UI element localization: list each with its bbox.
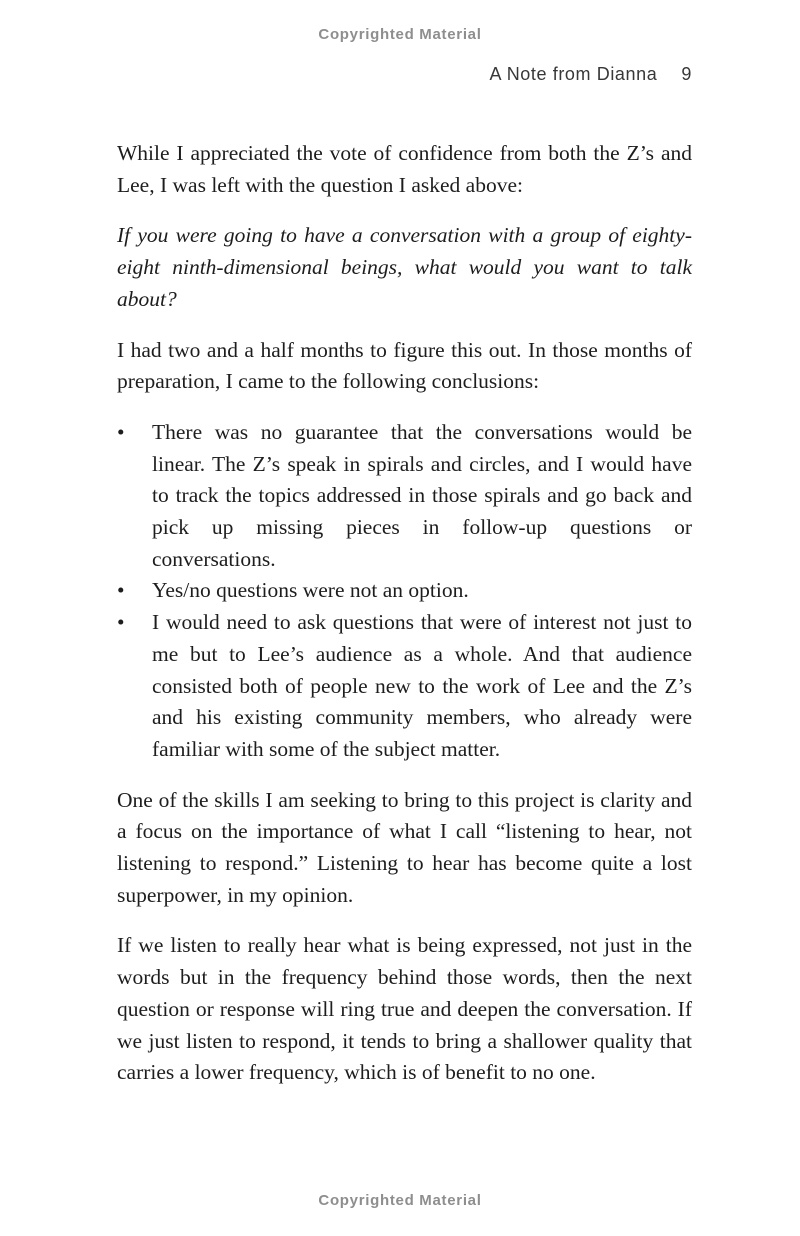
bullet-icon: • <box>117 419 125 444</box>
list-item <box>117 607 692 766</box>
paragraph-intro: While I appreciated the vote of confidence from both the Z’s and Lee, I was left with the question I asked above: <box>117 141 692 197</box>
page-body <box>117 138 692 1108</box>
paragraph-two-half-months: I had two and a half months to figure this out. In those months of preparation, I came to the following conclusions: <box>117 337 692 394</box>
bullet-icon: • <box>117 578 125 603</box>
bullet-icon: • <box>117 610 125 635</box>
copyright-notice-bottom: Copyrighted Material <box>318 1192 482 1209</box>
bullet-item-text: There was no guarantee that the conversations would be linear. The Z’s speak in spirals and circles, and I would have to track the topics addressed in those spirals and go back and pick up missing pieces in follow-up questions or conversations. <box>152 419 692 571</box>
running-header-title: A Note from Dianna <box>489 64 658 84</box>
paragraph-italic-question: If you were going to have a conversation with a group of eighty-eight ninth-dimensional beings, what would you want to talk about? <box>117 223 692 311</box>
copyright-notice-top: Copyrighted Material <box>318 26 482 43</box>
running-header <box>489 64 692 85</box>
bullet-item-text: Yes/no questions were not an option. <box>152 578 469 603</box>
page-number: 9 <box>681 64 692 84</box>
bullet-item-text: I would need to ask questions that were of interest not just to me but to Lee’s audience as a whole. And that audience consisted both of people new to the work of Lee and the Z’s and his existing community members, who already were familiar with some of the subject matter. <box>152 610 692 761</box>
conclusions-bullet-list <box>117 417 692 766</box>
list-item <box>117 417 692 576</box>
paragraph-listen-to-hear: If we listen to really hear what is being expressed, not just in the words but in the frequency behind those words, then the next question or response will ring true and deepen the conversation. If we just listen to respond, it tends to bring a shallower quality that carries a lower frequency, which is of benefit to no one. <box>117 933 692 1085</box>
list-item <box>117 575 692 607</box>
paragraph-skills-clarity: One of the skills I am seeking to bring to this project is clarity and a focus on the importance of what I call “listening to hear, not listening to respond.” Listening to hear has become quite a lost superpower, in my opinion. <box>117 787 692 907</box>
